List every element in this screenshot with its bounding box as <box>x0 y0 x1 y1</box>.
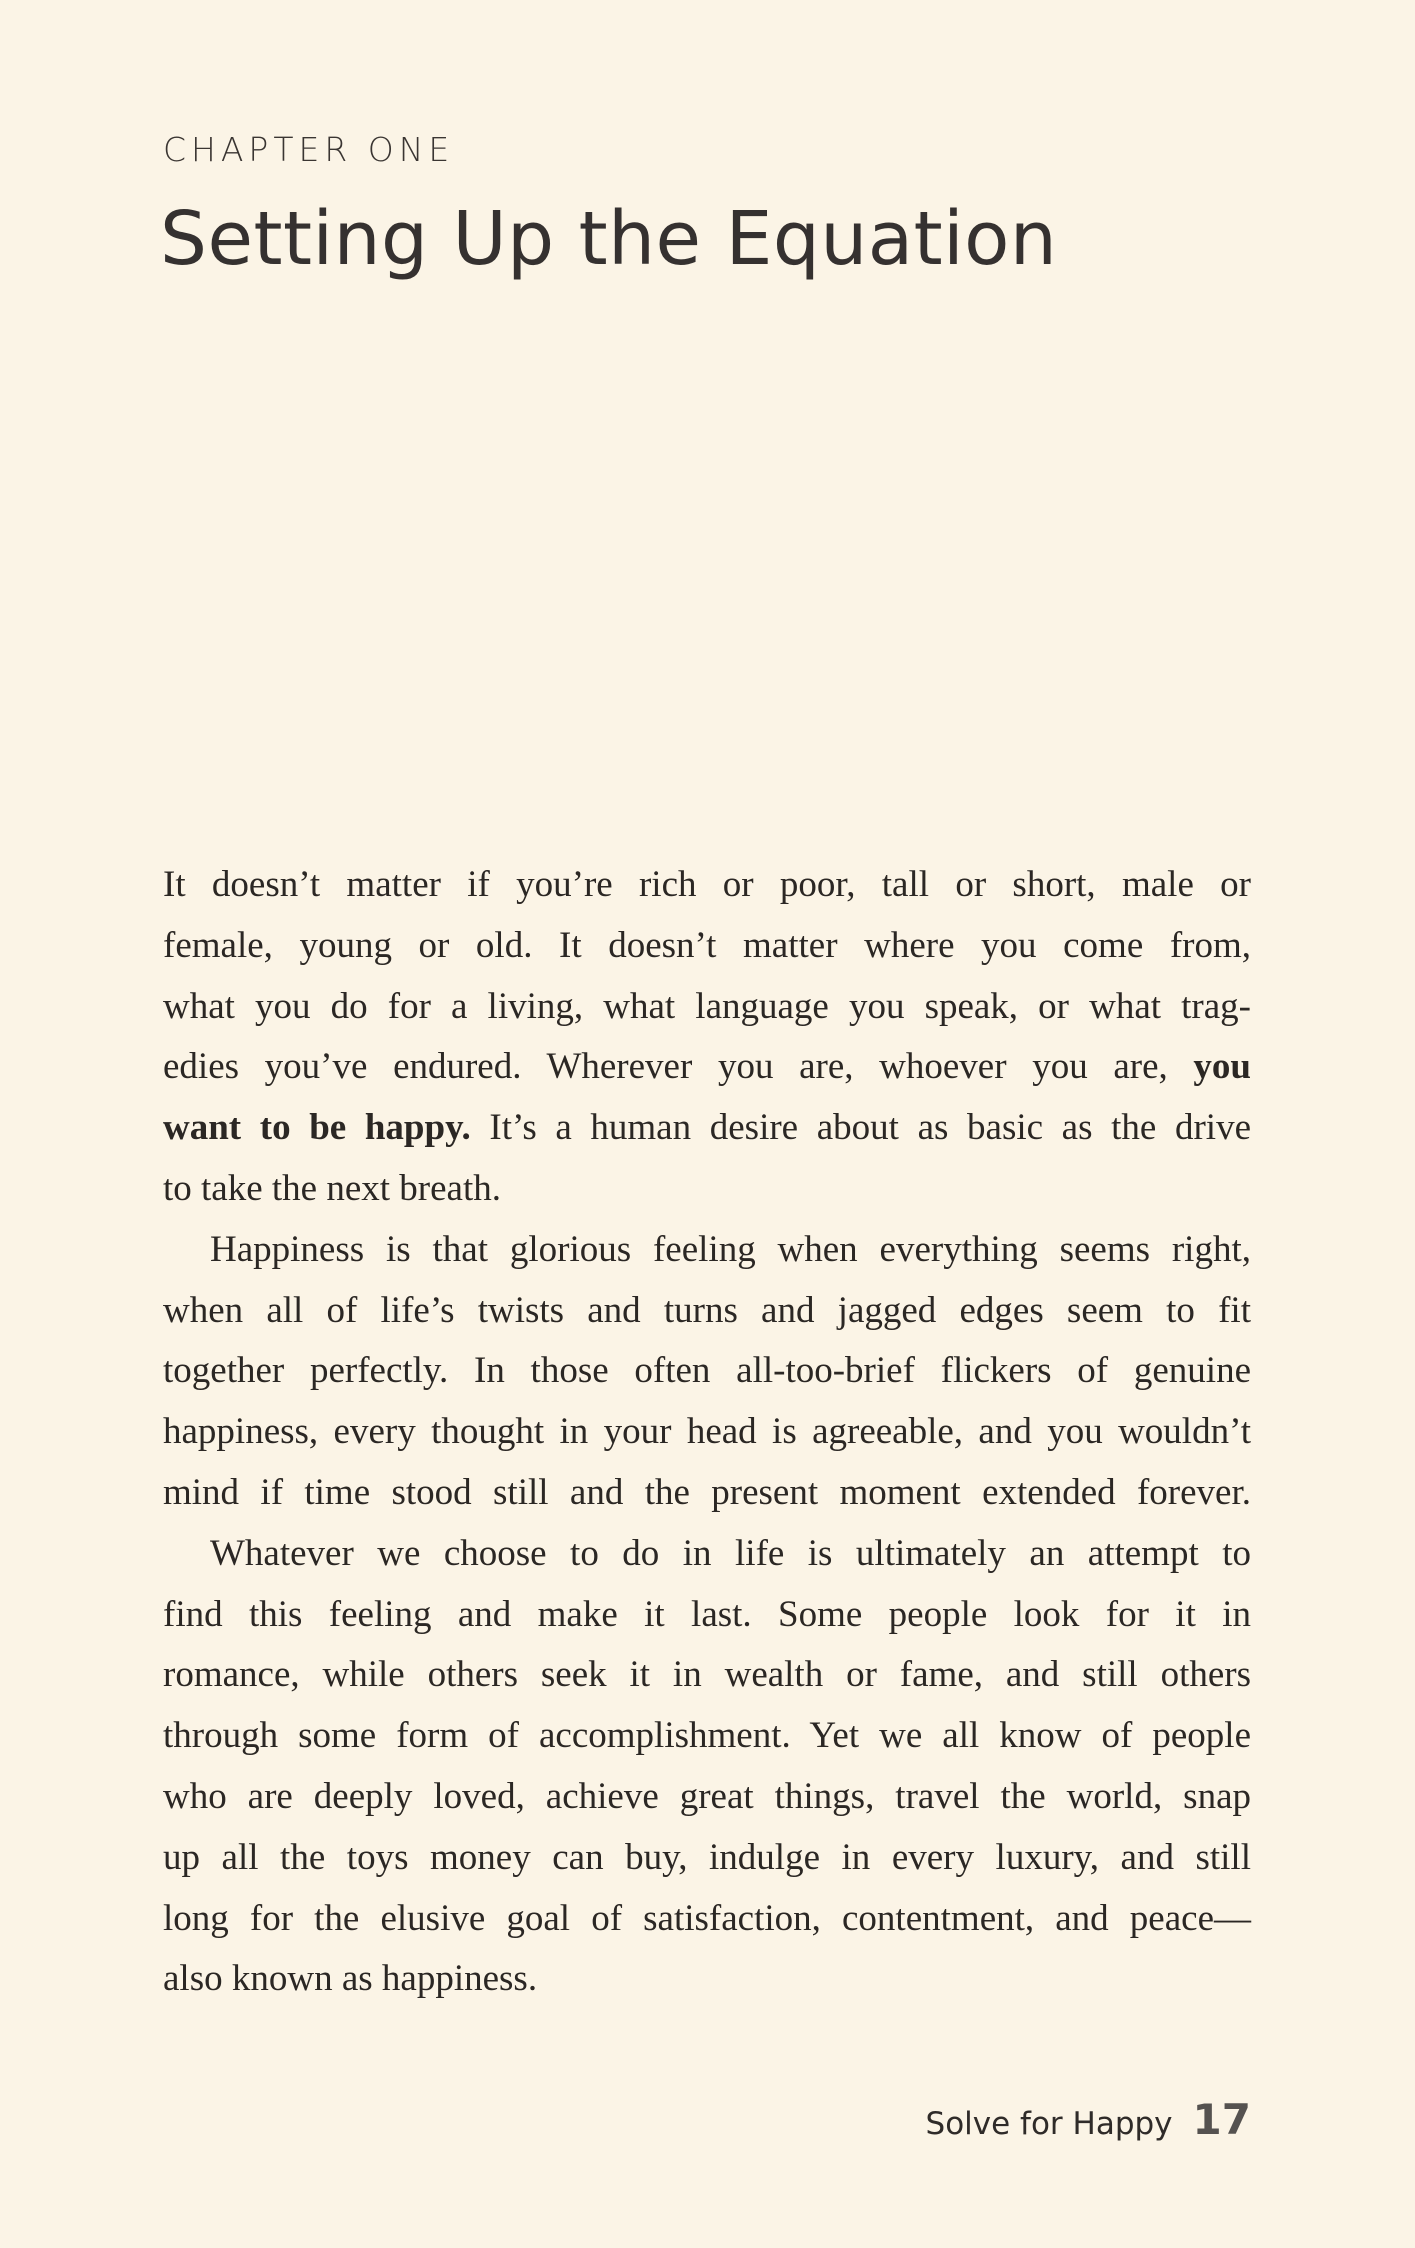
text-line: female, young or old. It doesn’t matter where you come from, <box>163 924 1251 966</box>
chapter-label: CHAPTER ONE <box>163 130 455 169</box>
text-line: to take the next breath. <box>163 1167 502 1209</box>
text-span: edies you’ve endured. Wherever you are, whoever you are, <box>163 1046 1168 1088</box>
text-line: long for the elusive goal of satisfaction, contentment, and peace— <box>163 1897 1251 1939</box>
text-line: find this feeling and make it last. Some people look for it in <box>163 1593 1251 1635</box>
page-footer <box>926 2095 1251 2144</box>
text-line: Happiness is that glorious feeling when everything seems right, <box>210 1228 1251 1270</box>
running-footer-title: Solve for Happy <box>925 2106 1173 2142</box>
emphasis: you <box>1193 1046 1251 1088</box>
text-span: It’s a human desire about as basic as the drive <box>470 1107 1251 1149</box>
text-line: when all of life’s twists and turns and jagged edges seem to fit <box>163 1289 1251 1331</box>
text-line: what you do for a living, what language you speak, or what trag- <box>163 985 1251 1027</box>
emphasis: want to be happy. <box>163 1107 471 1149</box>
paragraph-3 <box>163 1524 1251 2010</box>
text-line: mind if time stood still and the present moment extended forever. <box>163 1471 1251 1513</box>
text-line: It doesn’t matter if you’re rich or poor, tall or short, male or <box>163 864 1251 905</box>
chapter-title: Setting Up the Equation <box>160 196 1058 282</box>
paragraph-1 <box>163 855 1251 1220</box>
text-line: also known as happiness. <box>163 1958 538 2000</box>
text-line: happiness, every thought in your head is agreeable, and you wouldn’t <box>163 1411 1251 1453</box>
page-number: 17 <box>1192 2095 1251 2144</box>
text-line <box>163 1098 1251 1159</box>
text-line: together perfectly. In those often all-too-brief flickers of genuine <box>163 1350 1251 1392</box>
paragraph-2 <box>163 1220 1251 1524</box>
text-line <box>163 1037 1251 1098</box>
text-line: romance, while others seek it in wealth or fame, and still others <box>163 1654 1251 1696</box>
text-line: up all the toys money can buy, indulge in every luxury, and still <box>163 1836 1251 1878</box>
body-text <box>163 855 1251 2010</box>
text-line: who are deeply loved, achieve great things, travel the world, snap <box>163 1775 1251 1817</box>
text-line: Whatever we choose to do in life is ultimately an attempt to <box>210 1532 1251 1574</box>
text-line: through some form of accomplishment. Yet we all know of people <box>163 1715 1251 1757</box>
